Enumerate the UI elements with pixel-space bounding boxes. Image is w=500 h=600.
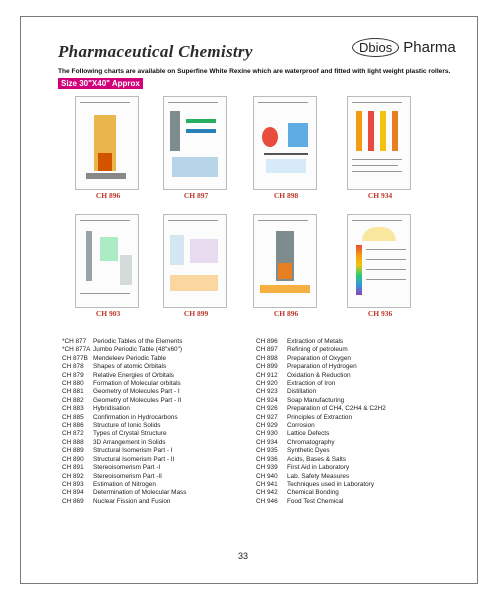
- item-code: CH 920: [256, 380, 278, 388]
- catalogue-list-left: [62, 338, 186, 506]
- item-label: Acids, Bases & Salts: [287, 455, 346, 463]
- item-label: Preparation of Oxygen: [287, 354, 351, 362]
- item-code: CH 898: [256, 354, 278, 362]
- chart-image: [75, 96, 139, 190]
- item-label: Confirmation in Hydrocarbons: [93, 413, 178, 421]
- list-item: [256, 439, 386, 447]
- page-title: Pharmaceutical Chemistry: [58, 42, 253, 61]
- chart-image: [253, 214, 317, 308]
- item-label: Lab. Safety Measures: [287, 472, 350, 480]
- item-label: Food Test Chemical: [287, 497, 344, 505]
- list-item: [62, 346, 186, 354]
- item-label: Chromatography: [287, 438, 335, 446]
- item-label: Preparation of CH4, C2H4 & C2H2: [287, 405, 386, 413]
- list-item: [62, 439, 186, 447]
- item-code: CH 882: [62, 396, 84, 404]
- item-code: CH 891: [62, 464, 84, 472]
- intro-text: The Following charts are available on Superfine White Rexine which are waterproof and fitted with light weight plastic rollers.: [58, 68, 451, 75]
- list-item: [256, 397, 386, 405]
- list-item: [256, 498, 386, 506]
- list-item: [62, 473, 186, 481]
- list-item: [256, 473, 386, 481]
- item-label: Mendeleev Periodic Table: [93, 354, 167, 362]
- chart-code: CH 934: [367, 191, 393, 200]
- item-label: Soap Manufacturing: [287, 396, 345, 404]
- list-item: [62, 498, 186, 506]
- item-code: CH 936: [256, 455, 278, 463]
- chart-code: CH 903: [95, 309, 121, 318]
- chart-thumbnail-ch897[interactable]: [160, 96, 230, 200]
- item-label: Extraction of Iron: [287, 380, 336, 388]
- page-number: 33: [238, 551, 249, 561]
- item-label: Stereoisomerism Part -I: [93, 464, 161, 472]
- list-item: [62, 397, 186, 405]
- item-code: CH 878: [62, 363, 84, 371]
- item-code: CH 924: [256, 396, 278, 404]
- list-item: [256, 338, 386, 346]
- item-code: CH 872: [62, 430, 84, 438]
- list-item: [62, 422, 186, 430]
- item-label: Structural Isomerism Part - I: [93, 447, 173, 455]
- item-code: CH 899: [256, 363, 278, 371]
- item-label: Stereoisomerism Part -II: [93, 472, 162, 480]
- list-item: [62, 447, 186, 455]
- chart-code: CH 897: [183, 191, 209, 200]
- list-item: [256, 372, 386, 380]
- brand-logo: [352, 38, 456, 57]
- list-item: [256, 414, 386, 422]
- item-code: CH 883: [62, 405, 84, 413]
- list-item: [62, 355, 186, 363]
- item-code: CH 942: [256, 489, 278, 497]
- catalogue-list-right: [256, 338, 386, 506]
- item-label: Extraction of Metals: [287, 338, 344, 345]
- brand-name: Pharma: [403, 39, 456, 56]
- list-item: [62, 489, 186, 497]
- item-label: 3D Arrangement in Solids: [93, 438, 166, 446]
- item-code: CH 896: [256, 338, 278, 345]
- item-code: CH 939: [256, 464, 278, 472]
- list-item: [256, 481, 386, 489]
- list-item: [256, 456, 386, 464]
- item-code: CH 935: [256, 447, 278, 455]
- chart-image: [163, 214, 227, 308]
- item-label: Principles of Extraction: [287, 413, 352, 421]
- chart-image: [253, 96, 317, 190]
- chart-thumbnail-ch936[interactable]: [344, 214, 414, 318]
- item-code: CH 946: [256, 497, 278, 505]
- list-item: [62, 464, 186, 472]
- item-label: Relative Energies of Orbitals: [93, 371, 174, 379]
- item-label: Chemical Bonding: [287, 489, 339, 497]
- item-code: CH 881: [62, 388, 84, 396]
- chart-thumbnail-ch896b[interactable]: [250, 214, 320, 318]
- list-item: [62, 430, 186, 438]
- chart-image: [347, 96, 411, 190]
- item-label: Synthetic Dyes: [287, 447, 330, 455]
- chart-image: [347, 214, 411, 308]
- chart-code: CH 898: [273, 191, 299, 200]
- item-code: CH 940: [256, 472, 278, 480]
- item-label: Geometry of Molecules Part - I: [93, 388, 180, 396]
- list-item: [256, 405, 386, 413]
- list-item: [256, 447, 386, 455]
- list-item: [62, 338, 186, 346]
- chart-thumbnail-ch898[interactable]: [250, 96, 320, 200]
- item-code: CH 886: [62, 422, 84, 430]
- list-item: [256, 489, 386, 497]
- item-code: CH 934: [256, 438, 278, 446]
- item-label: Jumbo Periodic Table (48"x60"): [93, 346, 182, 354]
- item-label: Lattice Defects: [287, 430, 330, 438]
- item-code: *CH 877A: [62, 346, 91, 354]
- item-label: Oxidation & Reduction: [287, 371, 351, 379]
- item-code: CH 930: [256, 430, 278, 438]
- item-code: CH 892: [62, 472, 84, 480]
- item-label: Shapes of atomic Orbitals: [93, 363, 167, 371]
- item-code: CH 912: [256, 371, 278, 379]
- list-item: [256, 430, 386, 438]
- item-code: CH 880: [62, 380, 84, 388]
- item-label: First Aid in Laboratory: [287, 464, 350, 472]
- chart-code: CH 896: [95, 191, 121, 200]
- list-item: [256, 363, 386, 371]
- brand-logo-mark: Dbios: [352, 38, 399, 57]
- item-code: CH 893: [62, 480, 84, 488]
- item-label: Geometry of Molecules Part - II: [93, 396, 182, 404]
- list-item: [256, 355, 386, 363]
- list-item: [256, 388, 386, 396]
- chart-thumbnail-ch899[interactable]: [160, 214, 230, 318]
- item-label: Refining of petroleum: [287, 346, 348, 354]
- item-code: CH 877B: [62, 354, 88, 362]
- item-code: *CH 877: [62, 338, 87, 345]
- chart-thumbnail-ch903[interactable]: [72, 214, 142, 318]
- list-item: [62, 363, 186, 371]
- item-code: CH 894: [62, 489, 84, 497]
- item-label: Corrosion: [287, 422, 315, 430]
- item-label: Hybridisation: [93, 405, 130, 413]
- item-code: CH 929: [256, 422, 278, 430]
- item-label: Structure of Ionic Solids: [93, 422, 161, 430]
- list-item: [256, 380, 386, 388]
- list-item: [62, 372, 186, 380]
- chart-code: CH 899: [183, 309, 209, 318]
- item-code: CH 897: [256, 346, 278, 354]
- item-code: CH 941: [256, 480, 278, 488]
- item-label: Distillation: [287, 388, 317, 396]
- size-badge: Size 30"X40" Approx: [58, 78, 143, 89]
- item-label: Techniques used in Laboratory: [287, 480, 375, 488]
- list-item: [62, 405, 186, 413]
- chart-thumbnail-ch896[interactable]: [72, 96, 142, 200]
- item-label: Structural Isomerism Part - II: [93, 455, 175, 463]
- list-item: [256, 422, 386, 430]
- item-label: Determination of Molecular Mass: [93, 489, 187, 497]
- list-item: [62, 380, 186, 388]
- item-label: Estimation of Nitrogen: [93, 480, 156, 488]
- item-code: CH 888: [62, 438, 84, 446]
- item-code: CH 879: [62, 371, 84, 379]
- item-code: CH 923: [256, 388, 278, 396]
- item-label: Formation of Molecular orbitals: [93, 380, 181, 388]
- item-code: CH 926: [256, 405, 278, 413]
- chart-image: [163, 96, 227, 190]
- item-code: CH 869: [62, 497, 84, 505]
- list-item: [62, 456, 186, 464]
- item-label: Nuclear Fission and Fusion: [93, 497, 171, 505]
- chart-code: CH 936: [367, 309, 393, 318]
- item-label: Preparation of Hydrogen: [287, 363, 357, 371]
- item-code: CH 885: [62, 413, 84, 421]
- chart-image: [75, 214, 139, 308]
- item-code: CH 927: [256, 413, 278, 421]
- list-item: [256, 464, 386, 472]
- item-label: Periodic Tables of the Elements: [93, 338, 183, 345]
- item-code: CH 890: [62, 455, 84, 463]
- item-code: CH 889: [62, 447, 84, 455]
- chart-code: CH 896: [273, 309, 299, 318]
- list-item: [62, 388, 186, 396]
- chart-thumbnail-ch934[interactable]: [344, 96, 414, 200]
- list-item: [62, 481, 186, 489]
- list-item: [256, 346, 386, 354]
- item-label: Types of Crystal Structure: [93, 430, 167, 438]
- list-item: [62, 414, 186, 422]
